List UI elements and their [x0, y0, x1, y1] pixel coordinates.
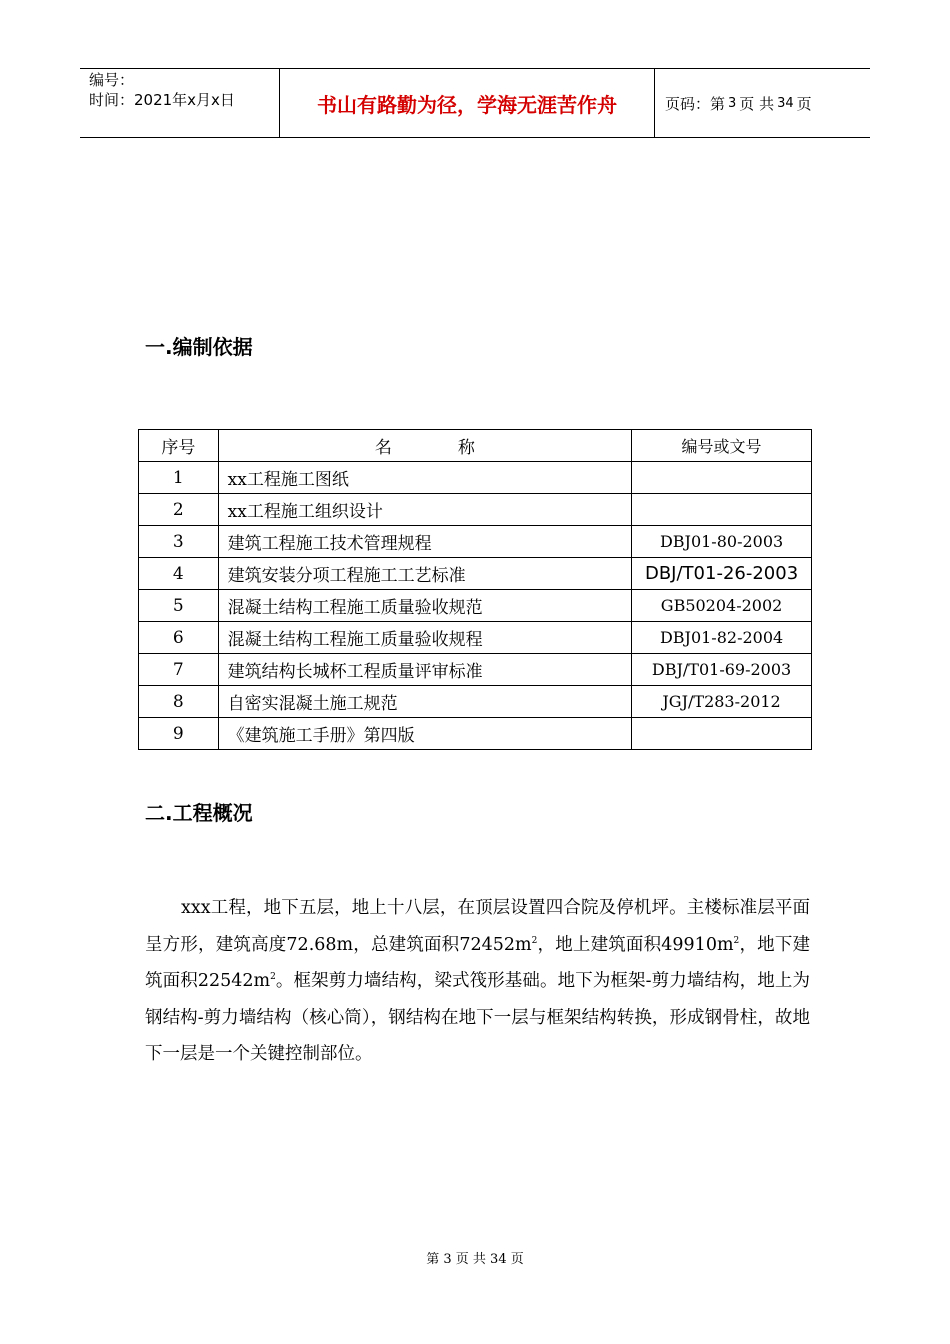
row-name: 建筑工程施工技术管理规程 — [218, 526, 631, 558]
header-meta — [80, 69, 280, 137]
table-row — [139, 622, 812, 654]
row-no: 7 — [139, 654, 219, 686]
page-prefix: 页码：第 — [665, 94, 726, 113]
row-no: 1 — [139, 462, 219, 494]
table-row — [139, 558, 812, 590]
table-row — [139, 590, 812, 622]
row-no: 6 — [139, 622, 219, 654]
time-label: 时间：2021年x月x日 — [89, 91, 235, 109]
row-name: 《建筑施工手册》第四版 — [218, 718, 631, 750]
header-page-info — [655, 69, 870, 137]
table-row — [139, 686, 812, 718]
row-name: xx工程施工图纸 — [218, 462, 631, 494]
section-title-basis: 一.编制依据 — [145, 335, 253, 359]
row-code: DBJ01-80-2003 — [632, 526, 812, 558]
page-footer: 第 3 页 共 34 页 — [426, 1252, 524, 1267]
page-total: 34 — [777, 95, 794, 111]
row-no: 4 — [139, 558, 219, 590]
row-code — [632, 718, 812, 750]
page-header — [80, 68, 870, 138]
table-row — [139, 462, 812, 494]
section-title-overview: 二.工程概况 — [145, 801, 253, 825]
overview-paragraph: xxx工程，地下五层，地上十八层，在顶层设置四合院及停机坪。主楼标准层平面呈方形，建筑高度72.68m，总建筑面积$72452m^2$，地上建筑面积$49910m^2$，地下建筑面积$22542m^2$。框架剪力墙结构，梁式筏形基础。地下为框架-剪力墙结构，地上为钢结构-剪力墙结构（核心筒），钢结构在地下一层与框架结构转换，形成钢骨柱，故地下一层是一个关键控制部位。 — [145, 898, 811, 1064]
code-label: 编号： — [89, 71, 135, 89]
row-name: 建筑安装分项工程施工工艺标准 — [218, 558, 631, 590]
table-row — [139, 654, 812, 686]
row-no: 9 — [139, 718, 219, 750]
row-code — [632, 494, 812, 526]
row-code: JGJ/T283-2012 — [632, 686, 812, 718]
row-no: 3 — [139, 526, 219, 558]
header-code: 编号或文号 — [632, 430, 812, 462]
row-code — [632, 462, 812, 494]
page-suffix: 页 — [796, 94, 812, 113]
row-name: 混凝土结构工程施工质量验收规程 — [218, 622, 631, 654]
row-no: 8 — [139, 686, 219, 718]
row-name: xx工程施工组织设计 — [218, 494, 631, 526]
table-row — [139, 494, 812, 526]
header-motto: 书山有路勤为径，学海无涯苦作舟 — [280, 69, 655, 137]
row-code: DBJ01-82-2004 — [632, 622, 812, 654]
row-no: 5 — [139, 590, 219, 622]
row-name: 自密实混凝土施工规范 — [218, 686, 631, 718]
table-row — [139, 526, 812, 558]
page-mid: 页 共 — [739, 94, 775, 113]
header-no: 序号 — [139, 430, 219, 462]
header-name: 名 称 — [218, 430, 631, 462]
row-code: DBJ/T01-69-2003 — [632, 654, 812, 686]
basis-table — [138, 429, 812, 750]
row-name: 混凝土结构工程施工质量验收规范 — [218, 590, 631, 622]
page-current: 3 — [728, 95, 737, 111]
table-header-row — [139, 430, 812, 462]
row-name: 建筑结构长城杯工程质量评审标准 — [218, 654, 631, 686]
row-code: DBJ/T01-26-2003 — [632, 558, 812, 590]
table-row — [139, 718, 812, 750]
row-code: GB50204-2002 — [632, 590, 812, 622]
row-no: 2 — [139, 494, 219, 526]
